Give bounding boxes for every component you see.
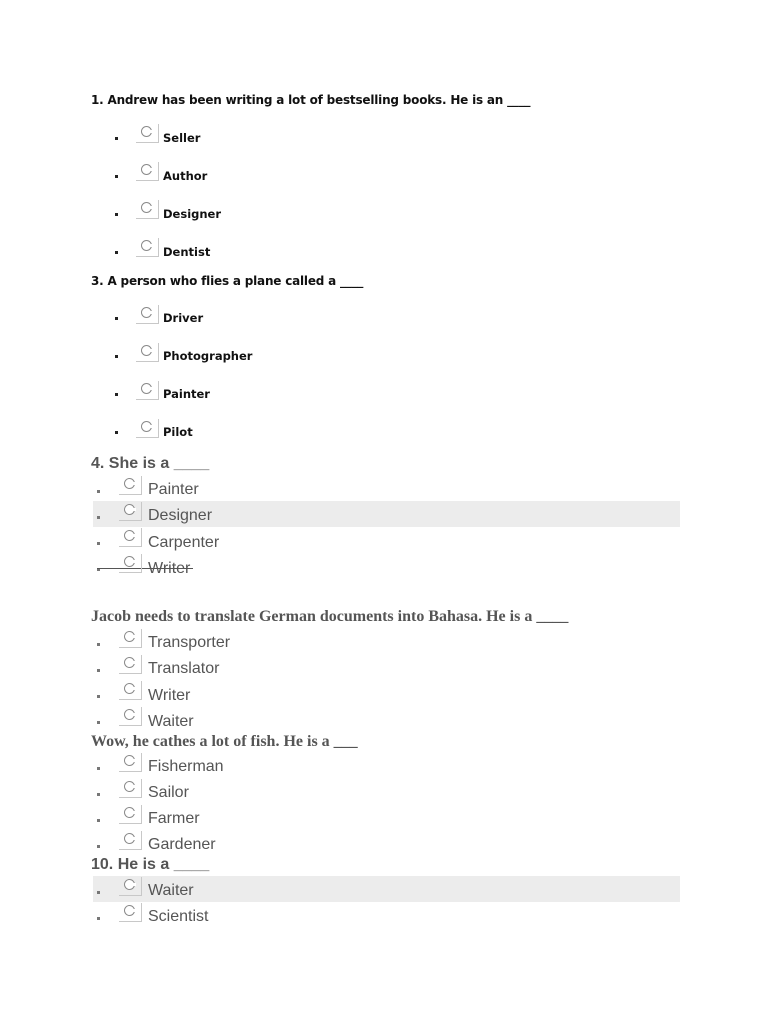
- radio-circle-icon: [124, 657, 135, 668]
- radio-circle-icon: [141, 126, 152, 137]
- option-label: Painter: [163, 387, 210, 401]
- radio-button[interactable]: [119, 779, 142, 798]
- radio-button[interactable]: [136, 305, 159, 324]
- question-fish-text: Wow, he cathes a lot of fish. He is a ___: [91, 733, 358, 750]
- radio-circle-icon: [124, 833, 135, 844]
- radio-circle-icon: [124, 755, 135, 766]
- option-label: Designer: [148, 507, 213, 524]
- option-label: Writer: [148, 560, 191, 577]
- radio-circle-icon: [124, 530, 135, 541]
- bullet: [97, 721, 100, 724]
- bullet: [115, 251, 118, 254]
- question-4-text: 4. She is a ____: [91, 455, 210, 472]
- option-label: Waiter: [148, 882, 194, 899]
- radio-button[interactable]: [119, 903, 142, 922]
- radio-button[interactable]: [136, 381, 159, 400]
- radio-button[interactable]: [119, 476, 142, 495]
- bullet: [97, 542, 100, 545]
- radio-button[interactable]: [136, 200, 159, 219]
- option-label: Sailor: [148, 784, 189, 801]
- option-label: Writer: [148, 687, 191, 704]
- radio-button[interactable]: [119, 831, 142, 850]
- bullet: [97, 917, 100, 920]
- bullet: [97, 490, 100, 493]
- radio-circle-icon: [141, 421, 152, 432]
- radio-circle-icon: [141, 307, 152, 318]
- option-label: Waiter: [148, 713, 194, 730]
- radio-circle-icon: [124, 709, 135, 720]
- radio-button[interactable]: [119, 629, 142, 648]
- option-label: Gardener: [148, 836, 216, 853]
- radio-circle-icon: [141, 240, 152, 251]
- radio-circle-icon: [124, 879, 135, 890]
- option-label: Carpenter: [148, 534, 220, 551]
- option-label: Scientist: [148, 908, 209, 925]
- radio-button[interactable]: [136, 124, 159, 143]
- option-label: Author: [163, 169, 208, 183]
- radio-circle-icon: [141, 383, 152, 394]
- radio-circle-icon: [124, 807, 135, 818]
- radio-circle-icon: [141, 164, 152, 175]
- question-10-text: 10. He is a ____: [91, 856, 210, 873]
- radio-button[interactable]: [119, 805, 142, 824]
- radio-circle-icon: [124, 683, 135, 694]
- bullet: [97, 767, 100, 770]
- radio-circle-icon: [124, 556, 135, 567]
- bullet: [97, 793, 100, 796]
- option-label: Dentist: [163, 245, 211, 259]
- option-label: Translator: [148, 660, 220, 677]
- option-label: Driver: [163, 311, 204, 325]
- radio-circle-icon: [141, 202, 152, 213]
- bullet: [115, 431, 118, 434]
- radio-button[interactable]: [136, 162, 159, 181]
- radio-button[interactable]: [119, 502, 142, 521]
- bullet: [115, 137, 118, 140]
- radio-button[interactable]: [119, 554, 142, 573]
- radio-circle-icon: [141, 345, 152, 356]
- option-label: Transporter: [148, 634, 231, 651]
- radio-button[interactable]: [119, 528, 142, 547]
- question-jacob-text: Jacob needs to translate German documents into Bahasa. He is a ____: [91, 608, 569, 625]
- radio-circle-icon: [124, 905, 135, 916]
- bullet: [97, 643, 100, 646]
- bullet: [97, 819, 100, 822]
- radio-circle-icon: [124, 631, 135, 642]
- option-label: Seller: [163, 131, 201, 145]
- bullet: [115, 213, 118, 216]
- bullet: [97, 891, 100, 894]
- radio-button[interactable]: [119, 681, 142, 700]
- radio-button[interactable]: [119, 707, 142, 726]
- radio-circle-icon: [124, 478, 135, 489]
- bullet: [97, 695, 100, 698]
- option-label: Painter: [148, 481, 199, 498]
- radio-button[interactable]: [136, 419, 159, 438]
- bullet: [97, 516, 100, 519]
- bullet: [97, 845, 100, 848]
- option-label: Designer: [163, 207, 222, 221]
- bullet: [115, 175, 118, 178]
- radio-button[interactable]: [119, 753, 142, 772]
- question-3-text: 3. A person who flies a plane called a ____: [91, 274, 364, 288]
- bullet: [115, 393, 118, 396]
- radio-button[interactable]: [136, 343, 159, 362]
- radio-circle-icon: [124, 781, 135, 792]
- radio-button[interactable]: [119, 655, 142, 674]
- radio-button[interactable]: [119, 877, 142, 896]
- option-label: Pilot: [163, 425, 193, 439]
- bullet: [97, 669, 100, 672]
- bullet: [115, 355, 118, 358]
- radio-button[interactable]: [136, 238, 159, 257]
- radio-circle-icon: [124, 504, 135, 515]
- bullet: [115, 317, 118, 320]
- option-label: Farmer: [148, 810, 200, 827]
- option-label: Fisherman: [148, 758, 224, 775]
- question-1-text: 1. Andrew has been writing a lot of bestselling books. He is an ____: [91, 93, 531, 107]
- option-label: Photographer: [163, 349, 253, 363]
